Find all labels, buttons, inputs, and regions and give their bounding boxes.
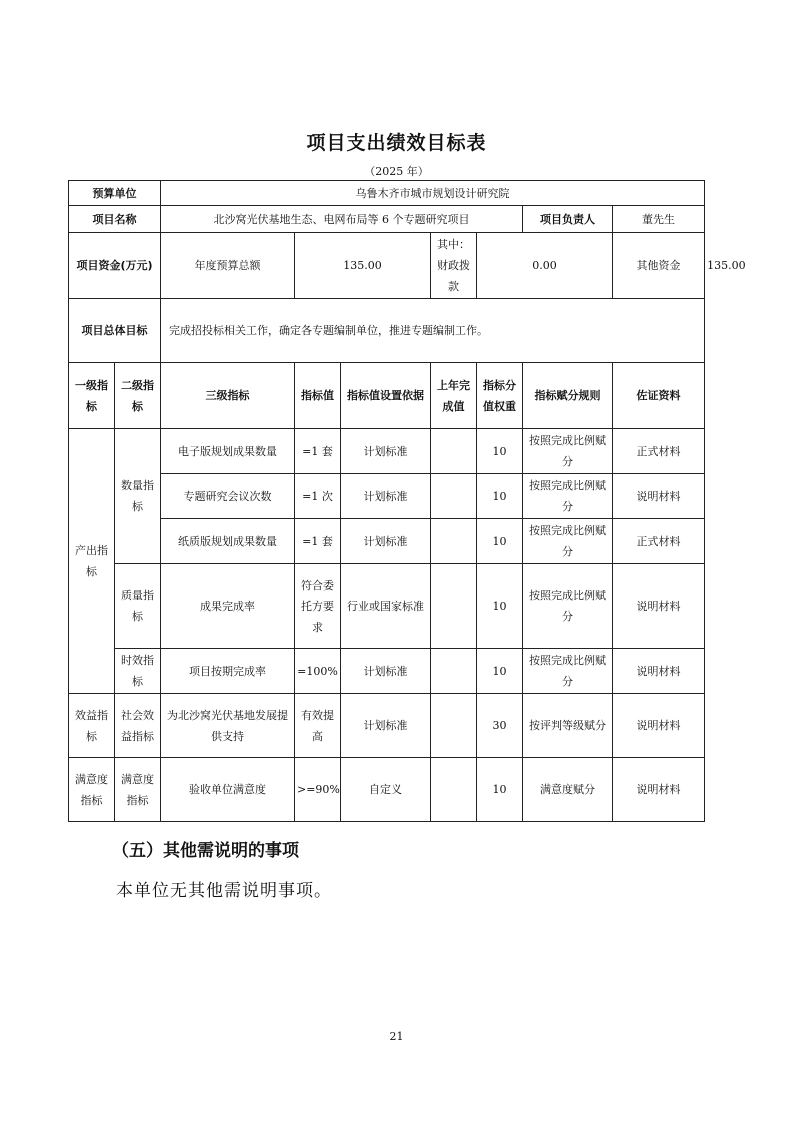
- table-row: [69, 564, 705, 649]
- row-evidence: 正式材料: [613, 519, 705, 564]
- annual-value: 135.00: [295, 233, 431, 299]
- row-indicator: 电子版规划成果数量: [161, 429, 295, 474]
- row-basis: 计划标准: [341, 649, 431, 694]
- row-value: =100%: [295, 649, 341, 694]
- row-column-headers: [69, 363, 705, 429]
- row-prev: [431, 649, 477, 694]
- row-indicator: 项目按期完成率: [161, 649, 295, 694]
- row-weight: 10: [477, 649, 523, 694]
- row-project: [69, 206, 705, 233]
- group-social-benefit: 社会效益指标: [115, 694, 161, 758]
- project-value: 北沙窝光伏基地生态、电网布局等 6 个专题研究项目: [161, 206, 523, 233]
- row-basis: 自定义: [341, 758, 431, 822]
- row-prev: [431, 758, 477, 822]
- col-value: 指标值: [295, 363, 341, 429]
- goal-label: 项目总体目标: [69, 299, 161, 363]
- performance-table: [68, 180, 746, 822]
- row-basis: 计划标准: [341, 429, 431, 474]
- table-row: [69, 474, 705, 519]
- unit-value: 乌鲁木齐市城市规划设计研究院: [161, 181, 705, 206]
- row-rule: 按照完成比例赋分: [523, 649, 613, 694]
- group-output: 产出指标: [69, 429, 115, 694]
- row-prev: [431, 564, 477, 649]
- col-level2: 二级指标: [115, 363, 161, 429]
- row-evidence: 说明材料: [613, 694, 705, 758]
- row-value: >=90%: [295, 758, 341, 822]
- row-rule: 按评判等级赋分: [523, 694, 613, 758]
- row-indicator: 验收单位满意度: [161, 758, 295, 822]
- table-year: （2025 年）: [364, 165, 429, 178]
- annual-label: 年度预算总额: [161, 233, 295, 299]
- row-weight: 10: [477, 429, 523, 474]
- table-title: 项目支出绩效目标表: [306, 132, 487, 154]
- row-rule: 满意度赋分: [523, 758, 613, 822]
- row-value: 符合委托方要求: [295, 564, 341, 649]
- row-evidence: 正式材料: [613, 429, 705, 474]
- row-rule: 按照完成比例赋分: [523, 564, 613, 649]
- row-prev: [431, 474, 477, 519]
- row-prev: [431, 519, 477, 564]
- section-note: 本单位无其他需说明事项。: [116, 881, 332, 901]
- group-quality: 质量指标: [115, 564, 161, 649]
- group-timeliness: 时效指标: [115, 649, 161, 694]
- row-weight: 10: [477, 474, 523, 519]
- unit-label: 预算单位: [69, 181, 161, 206]
- table-row: [69, 694, 705, 758]
- row-weight: 10: [477, 519, 523, 564]
- row-basis: 计划标准: [341, 519, 431, 564]
- col-weight: 指标分值权重: [477, 363, 523, 429]
- page-number: 21: [389, 1030, 404, 1043]
- row-value: =1 次: [295, 474, 341, 519]
- row-rule: 按照完成比例赋分: [523, 429, 613, 474]
- group-benefit: 效益指标: [69, 694, 115, 758]
- row-basis: 计划标准: [341, 694, 431, 758]
- table-row: [69, 758, 705, 822]
- goal-value: 完成招投标相关工作，确定各专题编制单位，推进专题编制工作。: [161, 299, 705, 363]
- row-unit: [69, 181, 705, 206]
- row-evidence: 说明材料: [613, 564, 705, 649]
- table-row: [69, 649, 705, 694]
- row-weight: 30: [477, 694, 523, 758]
- row-weight: 10: [477, 564, 523, 649]
- col-evidence: 佐证资料: [613, 363, 705, 429]
- row-value: =1 套: [295, 429, 341, 474]
- row-evidence: 说明材料: [613, 758, 705, 822]
- col-rule: 指标赋分规则: [523, 363, 613, 429]
- other-label: 其他资金: [613, 233, 705, 299]
- col-level1: 一级指标: [69, 363, 115, 429]
- group-satisfaction: 满意度指标: [69, 758, 115, 822]
- row-evidence: 说明材料: [613, 474, 705, 519]
- section-heading: （五）其他需说明的事项: [112, 841, 299, 861]
- row-basis: 计划标准: [341, 474, 431, 519]
- row-weight: 10: [477, 758, 523, 822]
- row-indicator: 专题研究会议次数: [161, 474, 295, 519]
- owner-value: 董先生: [613, 206, 705, 233]
- owner-label: 项目负责人: [523, 206, 613, 233]
- table-row: [69, 519, 705, 564]
- fiscal-label: 其中：财政拨款: [431, 233, 477, 299]
- row-goal: [69, 299, 705, 363]
- group-quantity: 数量指标: [115, 429, 161, 564]
- fiscal-value: 0.00: [477, 233, 613, 299]
- row-indicator: 为北沙窝光伏基地发展提供支持: [161, 694, 295, 758]
- row-funds: 项目资金(万元) 年度预算总额 135.00 其中：财政拨款 0.00 其他资金 135.00: [69, 233, 705, 299]
- row-basis: 行业或国家标准: [341, 564, 431, 649]
- col-level3: 三级指标: [161, 363, 295, 429]
- col-basis: 指标值设置依据: [341, 363, 431, 429]
- row-rule: 按照完成比例赋分: [523, 474, 613, 519]
- table-row: [69, 429, 705, 474]
- row-indicator: 纸质版规划成果数量: [161, 519, 295, 564]
- row-indicator: 成果完成率: [161, 564, 295, 649]
- row-evidence: 说明材料: [613, 649, 705, 694]
- row-value: =1 套: [295, 519, 341, 564]
- col-prev: 上年完成值: [431, 363, 477, 429]
- funds-label: 项目资金(万元): [69, 233, 161, 299]
- row-prev: [431, 694, 477, 758]
- group-satisfaction-sub: 满意度指标: [115, 758, 161, 822]
- row-value: 有效提高: [295, 694, 341, 758]
- row-prev: [431, 429, 477, 474]
- row-rule: 按照完成比例赋分: [523, 519, 613, 564]
- project-label: 项目名称: [69, 206, 161, 233]
